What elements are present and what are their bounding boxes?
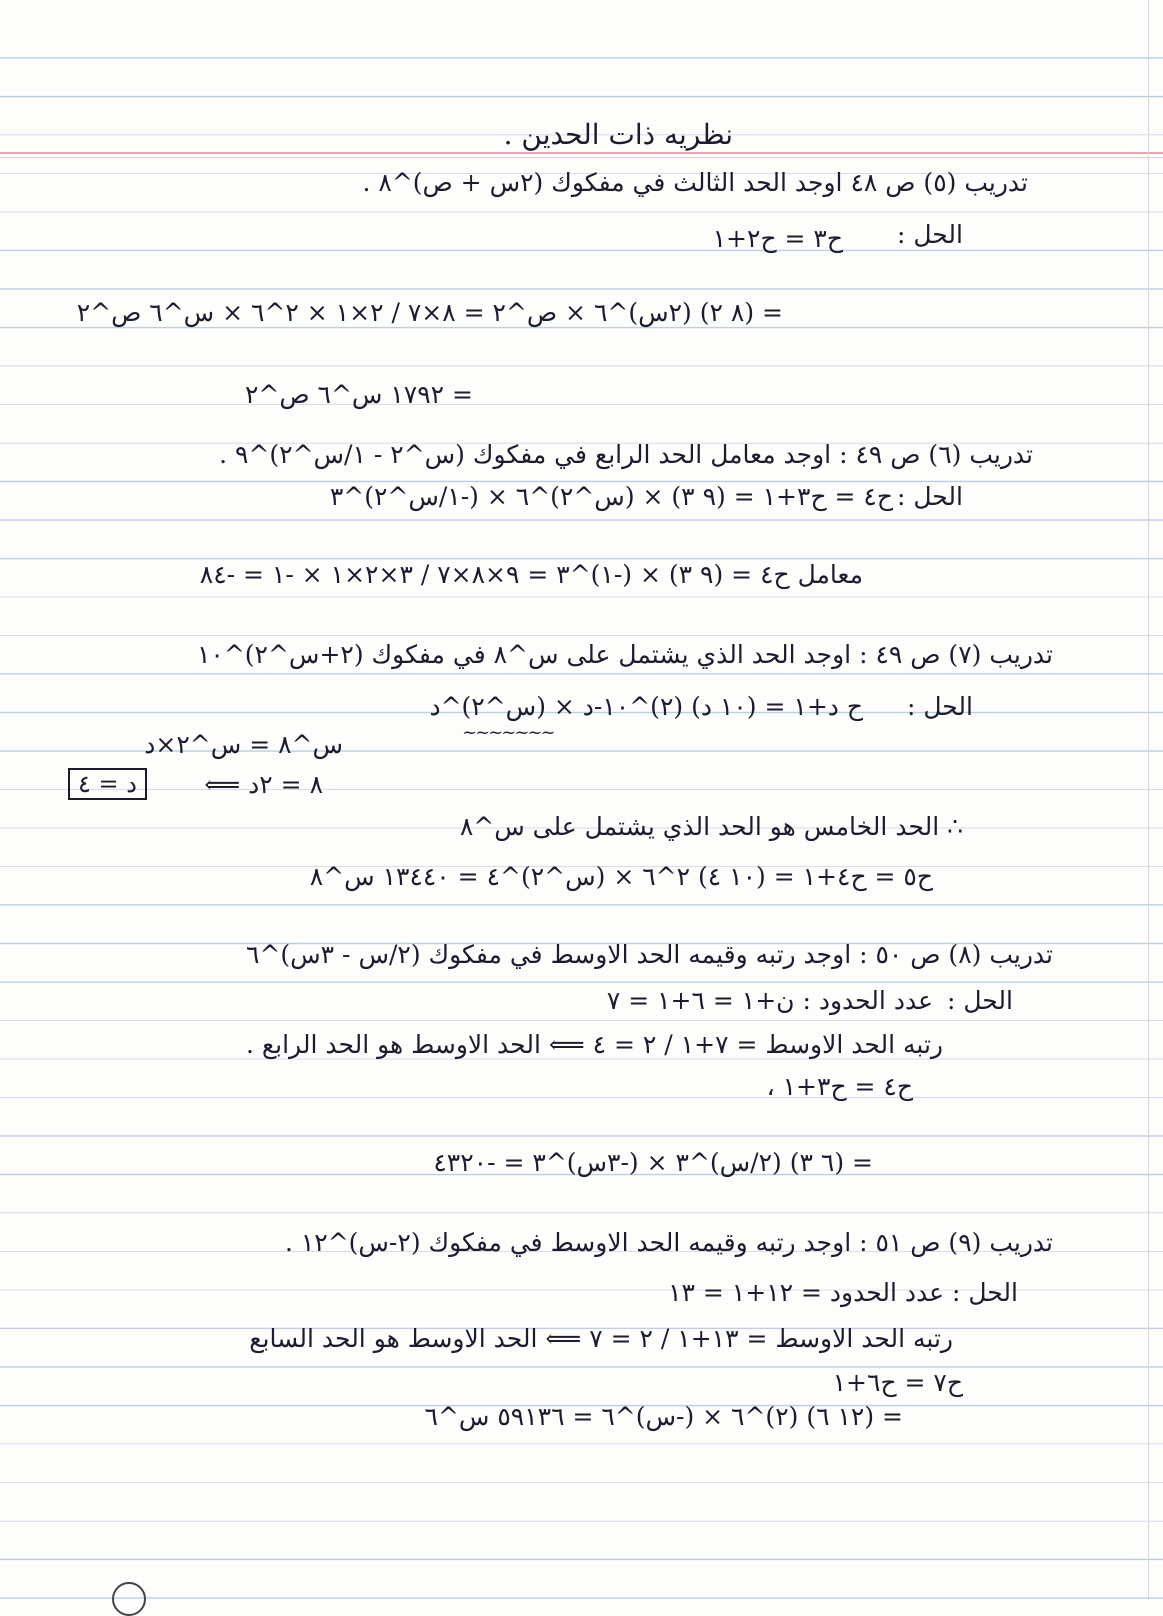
ex7-conclusion: ∴ الحد الخامس هو الحد الذي يشتمل على س^٨ (459, 812, 963, 841)
ex7-step-solve: ٨ = ٢د ⟸ (204, 770, 323, 799)
ex7-result: ح٥ = ح٤+١ = (١٠ ٤) ٢^٦ × (س^٢)^٤ = ١٣٤٤٠ س^٨ (309, 862, 933, 891)
page-title: نظريه ذات الحدين . (503, 118, 733, 151)
ex6-solution-term: ح٤ = ح٣+١ = (٩ ٣) × (س^٢)^٦ × (-١/س^٢)^٣ (329, 482, 893, 511)
red-margin-line (0, 152, 1163, 154)
ex8-term: ح٤ = ح٣+١ ، (766, 1072, 913, 1101)
ex8-question: تدريب (٨) ص ٥٠ : اوجد رتبه وقيمه الحد الاوسط في مفكوك (٢/س - ٣س)^٦ (246, 940, 1053, 969)
page-edge (1148, 0, 1149, 1600)
ex5-step2: = ١٧٩٢ س^٦ ص^٢ (244, 380, 473, 409)
ex6-coefficient: معامل ح٤ = (٩ ٣) × (-١)^٣ = ٩×٨×٧ / ٣×٢×١ × -١ = -٨٤ (199, 560, 863, 589)
ex9-term: ح٧ = ح٦+١ (832, 1368, 963, 1397)
ex9-value: = (١٢ ٦) (٢)^٦ × (-س)^٦ = ٥٩١٣٦ س^٦ (424, 1402, 903, 1431)
ex8-value: = (٦ ٣) (٢/س)^٣ × (-٣س)^٣ = -٤٣٢٠ (433, 1148, 873, 1177)
ex9-question: تدريب (٩) ص ٥١ : اوجد رتبه وقيمه الحد الاوسط في مفكوك (٢-س)^١٢ . (284, 1228, 1053, 1257)
ex7-solution-label: الحل : (906, 692, 973, 721)
ex7-solution-term: ح د+١ = (١٠ د) (٢)^١٠-د × (س^٢)^د (429, 692, 863, 721)
ex5-solution-label: الحل : (896, 220, 963, 249)
ex9-count: الحل : عدد الحدود = ١٢+١ = ١٣ (668, 1278, 1018, 1307)
ex5-step1: = (٨ ٢) (٢س)^٦ × ص^٢ = ٨×٧ / ٢×١ × ٢^٦ × س^٦ ص^٢ (76, 298, 783, 327)
ex8-count: عدد الحدود : ن+١ = ٦+١ = ٧ (606, 986, 933, 1015)
ex7-question: تدريب (٧) ص ٤٩ : اوجد الحد الذي يشتمل على س^٨ في مفكوك (٢+س^٢)^١٠ (196, 640, 1053, 669)
ex7-boxed-answer: د = ٤ (68, 768, 147, 800)
red-margin-line-secondary (0, 157, 1163, 158)
ex6-solution-label: الحل : (896, 482, 963, 511)
ex7-step-power: س^٨ = س^٢×د (144, 730, 343, 759)
ex8-rank: رتبه الحد الاوسط = ٧+١ / ٢ = ٤ ⟸ الحد الاوسط هو الحد الرابع . (245, 1030, 943, 1059)
ex5-solution-term: ح٣ = ح٢+١ (712, 224, 843, 253)
page-number-circle (112, 1582, 146, 1616)
underline-squiggle: ~~~~~~~ (462, 722, 554, 743)
ex8-solution-label: الحل : (946, 986, 1013, 1015)
ex5-question: تدريب (٥) ص ٤٨ اوجد الحد الثالث في مفكوك (٢س + ص)^٨ . (362, 168, 1028, 197)
ex9-rank: رتبه الحد الاوسط = ١٣+١ / ٢ = ٧ ⟸ الحد الاوسط هو الحد السابع (249, 1324, 953, 1353)
ex6-question: تدريب (٦) ص ٤٩ : اوجد معامل الحد الرابع في مفكوك (س^٢ - ١/س^٢)^٩ . (219, 440, 1033, 469)
